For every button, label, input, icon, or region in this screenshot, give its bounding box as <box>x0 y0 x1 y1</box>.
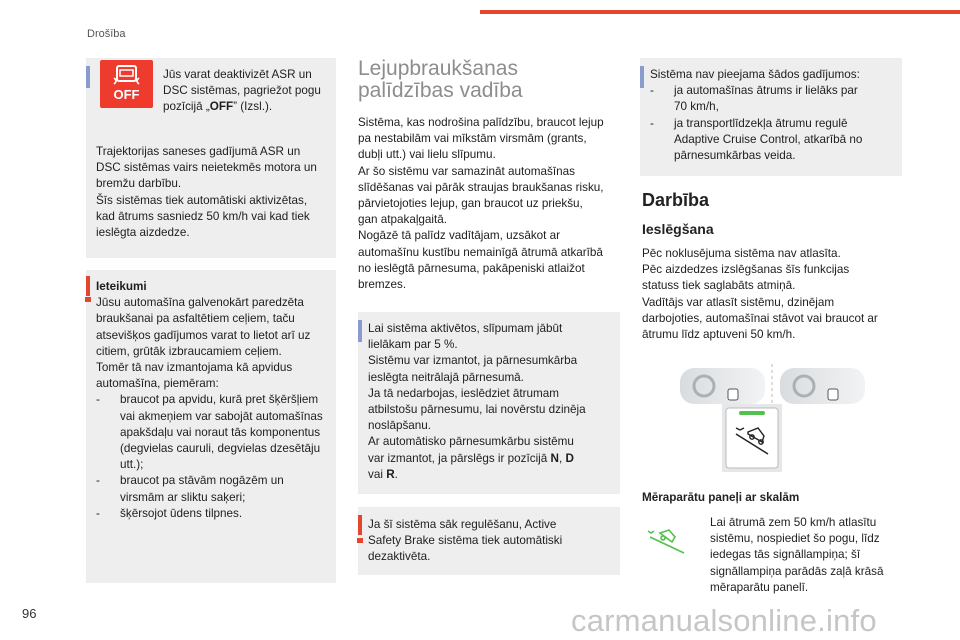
list-item: - braucot pa stāvām nogāzēm un virsmām ar sliktu saķeri; <box>96 473 334 505</box>
hill-descent-section <box>358 58 620 293</box>
text-line: (degvielas cauruli, degvielas dzesētāju <box>120 442 321 456</box>
text-line: braucot pa apvidu, kurā pret šķēršļiem <box>120 393 319 407</box>
text-line: bremzes. <box>358 278 407 292</box>
illustration-caption: Mēraparātu paneļi ar skalām <box>642 491 800 504</box>
header-accent-bar <box>480 10 960 14</box>
operation-text <box>642 246 904 343</box>
text-line: darbojoties, automašīnai stāvot vai braucot ar <box>642 311 878 325</box>
text-span: ” (Izsl.). <box>233 100 273 114</box>
text-line: bremžu darbību. <box>96 177 182 191</box>
heading-darbiba: Darbība <box>642 190 710 210</box>
text-line: pārnesumkārbas veida. <box>674 149 796 163</box>
section-title: palīdzības vadība <box>358 79 523 102</box>
text-line: atsevišķos gadījumos varat to lietot arī uz <box>96 328 311 342</box>
text-line: apakšdaļu vai noraut tās komponentus <box>120 425 321 439</box>
text-line: DSC sistēmas, pagriežot pogu <box>163 84 321 98</box>
section-header: Drošība <box>87 28 126 40</box>
text-line: automašīnu kustību nemainīgā ātrumā atkarībā <box>358 245 603 259</box>
text-line: Pēc aizdedzes izslēgšanas šīs funkcijas <box>642 263 850 277</box>
list-item: - braucot pa apvidu, kurā pret šķēršļiem vai akmeņiem var sabojāt automašīnas apakšdaļu vai noraut tās komponentus (degvielas cauruli, degvielas dzesētāju utt.); <box>96 392 334 473</box>
watermark: carmanualsonline.info <box>571 603 877 638</box>
text-line: dubļi utt.) vai lielu slīpumu. <box>358 148 496 162</box>
traction-text <box>96 144 336 241</box>
asr-info-box <box>86 58 336 258</box>
text-line: mēraparātu panelī. <box>710 580 809 594</box>
activation-info-box <box>358 312 620 494</box>
info-bar <box>358 320 362 342</box>
text-span: pozīcijā „ <box>163 100 210 114</box>
text-line: citiem, grūtāk izbraucamiem ceļiem. <box>96 344 282 358</box>
text-line: virsmām ar sliktu saķeri; <box>120 490 246 504</box>
text-line: Ja šī sistēma sāk regulēšanu, Active <box>368 518 557 531</box>
text-line: Adaptive Cruise Control, atkarībā no <box>674 132 863 146</box>
text-line: Lai sistēma aktivētos, slīpumam jābūt <box>368 322 563 335</box>
heading-ieslegsana: Ieslēgšana <box>642 221 714 237</box>
advice-title: Ieteikumi <box>96 280 147 293</box>
text-line: šķērsojot ūdens tilpnes. <box>120 506 243 520</box>
hill-descent-warning-icon <box>646 525 688 555</box>
green-led <box>739 411 765 415</box>
off-word: OFF <box>209 100 234 114</box>
text-line: DSC sistēmas vairs neietekmēs motora un <box>96 161 317 175</box>
text-span: . <box>394 467 398 481</box>
list-item <box>690 515 902 596</box>
section-title: Lejupbraukšanas <box>358 57 518 80</box>
text-line: Lai ātrumā zem 50 km/h atlasītu <box>710 516 877 529</box>
list-item: - ja transportlīdzekļa ātrumu regulē Adaptive Cruise Control, atkarībā no pārnesumkārbas veida. <box>650 116 900 165</box>
text-line: braucot pa stāvām nogāzēm un <box>120 474 284 488</box>
text-line: kad ātrums sasniedz 50 km/h vai kad tiek <box>96 209 310 223</box>
text-span: , <box>558 451 566 465</box>
asr-off-icon <box>100 60 153 108</box>
warning-mark <box>357 538 363 543</box>
unavailable-info-box <box>640 58 902 176</box>
text-line: Trajektorijas saneses gadījumā ASR un <box>96 145 301 158</box>
text-line: Vadītājs var atlasīt sistēmu, dzinējam <box>642 295 835 309</box>
text-line: Ja tā nedarbojas, ieslēdziet ātrumam <box>368 386 559 400</box>
text-line: signāllampiņa parādās zaļā krāsā <box>710 564 884 578</box>
asr-text <box>163 67 333 116</box>
text-line: Ar automātisko pārnesumkārbu sistēmu <box>368 435 574 449</box>
advice-text <box>96 279 334 522</box>
text-line: braukšanai pa asfaltētiem ceļiem, taču <box>96 312 295 326</box>
text-line: ieslēgta neitrālajā pārnesumā. <box>368 370 524 384</box>
text-line: gan atpakaļgaitā. <box>358 213 448 227</box>
text-line: ja transportlīdzekļa ātrumu regulē <box>674 116 848 130</box>
text-line: Jūsu automašīna galvenokārt paredzēta <box>96 296 304 310</box>
list-item: - ja automašīnas ātrums ir lielāks par 70 km/h, <box>650 83 900 115</box>
info-bar <box>640 66 644 88</box>
active-safety-warning-box <box>358 507 620 575</box>
info-bar <box>86 66 90 88</box>
text-line: slīdēšanas vai pārāk straujas braukšanas risku, <box>358 180 604 194</box>
text-line: atbilstošu pārnesumu, lai novērstu dzinēja <box>368 403 586 417</box>
text-span: var izmantot, ja pārslēgs ir pozīcijā <box>368 451 551 465</box>
dashboard-button-illustration <box>672 362 872 474</box>
text-line: Ar šo sistēmu var samazināt automašīnas <box>358 164 575 178</box>
text-line: ieslēgta aizdedze. <box>96 226 190 240</box>
text-line: pa nestabilām vai mīkstām virsmām (grants, <box>358 132 587 146</box>
warning-mark <box>85 297 91 302</box>
text-line: automašīna, piemēram: <box>96 377 219 391</box>
text-line: noslāpšanu. <box>368 419 432 433</box>
text-line: no ieslēgtā pārnesuma, pakāpeniski atlaižot <box>358 261 585 275</box>
hill-descent-button <box>726 408 778 468</box>
text-line: utt.); <box>120 458 144 472</box>
text-line: Sistēmu var izmantot, ja pārnesumkārba <box>368 354 578 368</box>
text-span: vai <box>368 467 387 481</box>
warning-bar <box>358 515 362 535</box>
step-marker <box>690 515 710 596</box>
text-line: lielākam par 5 %. <box>368 338 458 352</box>
text-line: Sistēma nav pieejama šādos gadījumos: <box>650 68 860 81</box>
list-item: - šķērsojot ūdens tilpnes. <box>96 506 334 522</box>
gear-d: D <box>565 451 574 465</box>
text-line <box>163 99 333 115</box>
text-line: Pēc noklusējuma sistēma nav atlasīta. <box>642 247 841 260</box>
text-line: Jūs varat deaktivizēt ASR un <box>163 68 312 81</box>
text-line <box>368 467 618 483</box>
warning-bar <box>86 276 90 296</box>
step-instruction <box>690 515 902 596</box>
descent-icon <box>828 389 838 400</box>
text-line: dezaktivēta. <box>368 550 431 564</box>
descent-icon <box>728 389 738 400</box>
text-line: vai akmeņiem var sabojāt automašīnas <box>120 409 323 423</box>
text-line: pārvietojoties lejup, gan braucot uz priekšu, <box>358 197 583 211</box>
text-line: statuss tiek saglabāts atmiņā. <box>642 279 796 293</box>
text-line: sistēmu, nospiediet šo pogu, līdz <box>710 532 880 546</box>
text-line: iedegas tās signāllampiņa; šī <box>710 548 861 562</box>
text-line: ātrumu līdz aptuveni 50 km/h. <box>642 328 796 342</box>
gear-r: R <box>386 467 395 481</box>
text-line: 70 km/h, <box>674 100 719 114</box>
off-label: OFF <box>113 87 140 102</box>
text-line: ja automašīnas ātrums ir lielāks par <box>674 84 858 98</box>
text-line: Šīs sistēmas tiek automātiski aktivizētas, <box>96 193 308 207</box>
intro-text <box>358 115 620 293</box>
text-line: Nogāzē tā palīdz vadītājam, uzsākot ar <box>358 229 561 243</box>
text-line: Safety Brake sistēma tiek automātiski <box>368 534 563 548</box>
text-line: Tomēr tā nav izmantojama kā apvidus <box>96 361 293 375</box>
gear-n: N <box>550 451 559 465</box>
text-line <box>368 451 618 467</box>
text-line: Sistēma, kas nodrošina palīdzību, braucot lejup <box>358 116 604 129</box>
page-number: 96 <box>22 606 37 621</box>
advice-box <box>86 270 336 583</box>
operation-section <box>642 190 904 343</box>
